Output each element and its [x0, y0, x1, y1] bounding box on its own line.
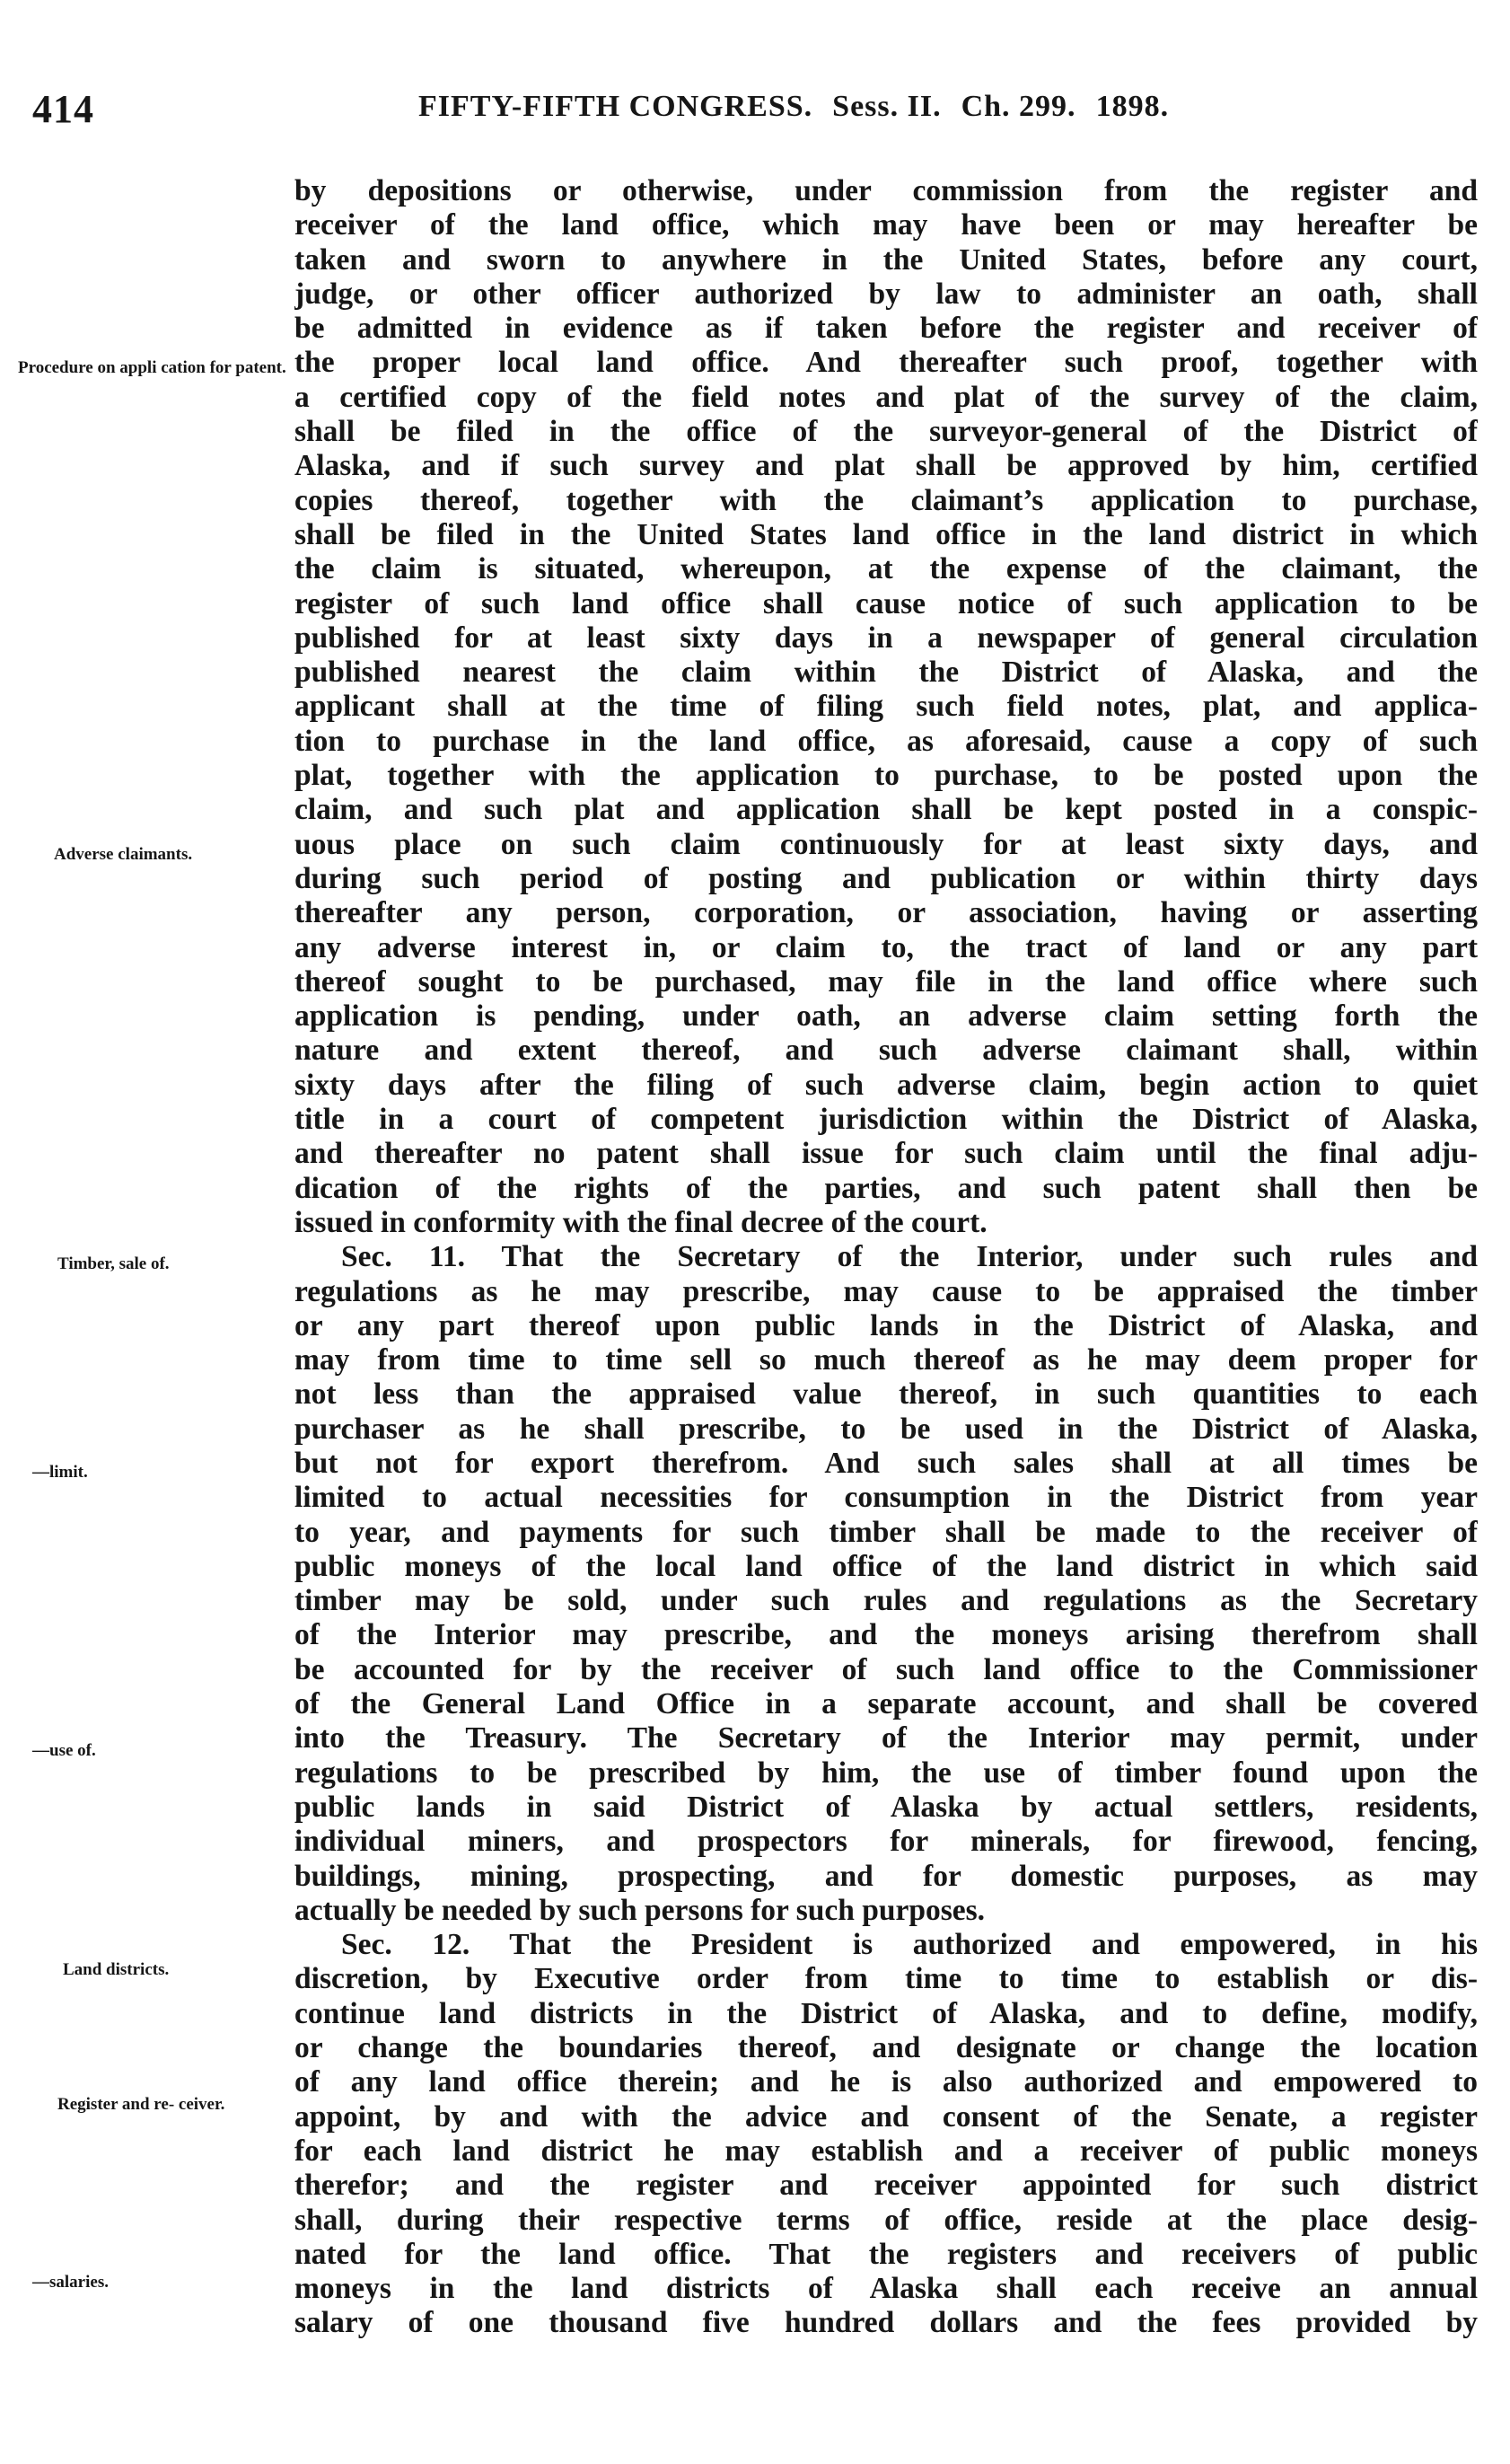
text-line: public moneys of the local land office of the land district in which said: [294, 1549, 1478, 1583]
text-line: register of such land office shall cause notice of such application to be: [294, 586, 1478, 620]
section-12-start: Sec. 12. That the President is authorized and empowered, in his: [341, 1928, 1478, 1962]
text-line: Alaska, and if such survey and plat shall be approved by him, certified: [294, 449, 1478, 483]
text-line: continue land districts in the District of Alaska, and to define, modify,: [294, 1996, 1478, 2030]
margin-note-adverse-claimants: Adverse claimants.: [54, 845, 193, 864]
text-line: application is pending, under oath, an adverse claim setting forth the: [294, 999, 1478, 1034]
congress-title: FIFTY-FIFTH CONGRESS.: [418, 90, 813, 123]
text-line: into the Treasury. The Secretary of the Interior may permit, under: [294, 1721, 1478, 1756]
text-line: regulations as he may prescribe, may cause to be appraised the timber: [294, 1274, 1478, 1308]
text-line: discretion, by Executive order from time to time to establish or dis-: [294, 1962, 1478, 1996]
text-line: moneys in the land districts of Alaska shall each receive an annual: [294, 2272, 1478, 2306]
margin-note-register-receiver: Register and re- ceiver.: [57, 2095, 225, 2114]
text-line: or change the boundaries thereof, and designate or change the location: [294, 2031, 1478, 2065]
margin-note-salaries: —salaries.: [32, 2273, 109, 2292]
text-line: title in a court of competent jurisdiction within the District of Alaska,: [294, 1103, 1478, 1137]
text-line: nated for the land office. That the registers and receivers of public: [294, 2237, 1478, 2271]
text-line: judge, or other officer authorized by law to administer an oath, shall: [294, 277, 1478, 311]
text-line: thereafter any person, corporation, or association, having or asserting: [294, 896, 1478, 930]
text-line: issued in conformity with the final decree of the court.: [294, 1205, 988, 1239]
text-line: receiver of the land office, which may have been or may hereafter be: [294, 208, 1478, 242]
text-line: shall, during their respective terms of office, reside at the place desig-: [294, 2203, 1478, 2237]
text-line: buildings, mining, prospecting, and for domestic purposes, as may: [294, 1859, 1478, 1893]
margin-note-use: —use of.: [32, 1741, 96, 1760]
margin-notes: [0, 0, 287, 2464]
text-line: uous place on such claim continuously for at least sixty days, and: [294, 827, 1478, 861]
text-line: published for at least sixty days in a newspaper of general circulation: [294, 620, 1478, 655]
margin-note-timber-sale: Timber, sale of.: [57, 1254, 170, 1273]
text-line: by depositions or otherwise, under commission from the register and: [294, 174, 1478, 207]
text-line: timber may be sold, under such rules and regulations as the Secretary: [294, 1584, 1478, 1618]
text-line: thereof sought to be purchased, may file in the land office where such: [294, 964, 1478, 999]
text-line: during such period of posting and publication or within thirty days: [294, 861, 1478, 895]
text-line: nature and extent thereof, and such adverse claimant shall, within: [294, 1034, 1478, 1068]
margin-note-limit: —limit.: [32, 1463, 88, 1482]
text-line: or any part thereof upon public lands in the District of Alaska, and: [294, 1308, 1478, 1342]
year-label: 1898.: [1095, 90, 1170, 123]
text-line: taken and sworn to anywhere in the United States, before any court,: [294, 242, 1478, 277]
text-line: be accounted for by the receiver of such land office to the Commissioner: [294, 1652, 1478, 1686]
text-line: published nearest the claim within the District of Alaska, and the: [294, 656, 1478, 690]
page-number: 414: [32, 87, 94, 131]
text-line: of the Interior may prescribe, and the moneys arising therefrom shall: [294, 1618, 1478, 1652]
text-line: any adverse interest in, or claim to, the tract of land or any part: [294, 930, 1478, 964]
text-line: to year, and payments for such timber shall be made to the receiver of: [294, 1515, 1478, 1549]
text-line: the claim is situated, whereupon, at the expense of the claimant, the: [294, 552, 1478, 586]
text-line: regulations to be prescribed by him, the use of timber found upon the: [294, 1756, 1478, 1790]
text-line: dication of the rights of the parties, and such patent shall then be: [294, 1171, 1478, 1205]
margin-note-land-districts: Land districts.: [63, 1960, 170, 1979]
text-line: but not for export therefrom. And such sales shall at all times be: [294, 1446, 1478, 1480]
text-line: individual miners, and prospectors for minerals, for firewood, fencing,: [294, 1825, 1478, 1859]
text-line: be admitted in evidence as if taken before the register and receiver of: [294, 312, 1478, 346]
text-line: shall be filed in the United States land office in the land district in which: [294, 517, 1478, 551]
running-head: [418, 90, 1189, 124]
body-text: [294, 174, 1478, 2341]
text-line: appoint, by and with the advice and consent of the Senate, a register: [294, 2099, 1478, 2134]
text-line: limited to actual necessities for consumption in the District from year: [294, 1481, 1478, 1515]
text-line: claim, and such plat and application shall be kept posted in a conspic-: [294, 793, 1478, 827]
margin-note-procedure: Procedure on appli cation for patent.: [18, 358, 286, 377]
text-line: actually be needed by such persons for such purposes.: [294, 1893, 986, 1927]
text-line: a certified copy of the field notes and plat of the survey of the claim,: [294, 380, 1478, 414]
chapter-label: Ch. 299.: [961, 90, 1076, 123]
text-line: tion to purchase in the land office, as aforesaid, cause a copy of such: [294, 724, 1478, 758]
text-line: not less than the appraised value thereof, in such quantities to each: [294, 1377, 1478, 1412]
section-11-start: Sec. 11. That the Secretary of the Interior, under such rules and: [341, 1240, 1478, 1274]
text-line: therefor; and the register and receiver appointed for such district: [294, 2169, 1478, 2203]
text-line: may from time to time sell so much thereof as he may deem proper for: [294, 1343, 1478, 1377]
text-line: salary of one thousand five hundred dollars and the fees provided by: [294, 2306, 1478, 2340]
text-line: of the General Land Office in a separate account, and shall be covered: [294, 1687, 1478, 1721]
text-line: the proper local land office. And thereafter such proof, together with: [294, 346, 1478, 380]
session-label: Sess. II.: [832, 90, 942, 123]
text-line: for each land district he may establish and a receiver of public moneys: [294, 2134, 1478, 2168]
text-line: applicant shall at the time of filing such field notes, plat, and applica-: [294, 690, 1478, 724]
text-line: public lands in said District of Alaska by actual settlers, residents,: [294, 1790, 1478, 1824]
text-line: purchaser as he shall prescribe, to be used in the District of Alaska,: [294, 1412, 1478, 1446]
text-line: of any land office therein; and he is also authorized and empowered to: [294, 2065, 1478, 2099]
text-line: shall be filed in the office of the surveyor-general of the District of: [294, 415, 1478, 449]
text-line: sixty days after the filing of such adverse claim, begin action to quiet: [294, 1068, 1478, 1102]
text-line: plat, together with the application to purchase, to be posted upon the: [294, 759, 1478, 793]
text-line: and thereafter no patent shall issue for such claim until the final adju-: [294, 1137, 1478, 1171]
text-line: copies thereof, together with the claimant’s application to purchase,: [294, 483, 1478, 517]
